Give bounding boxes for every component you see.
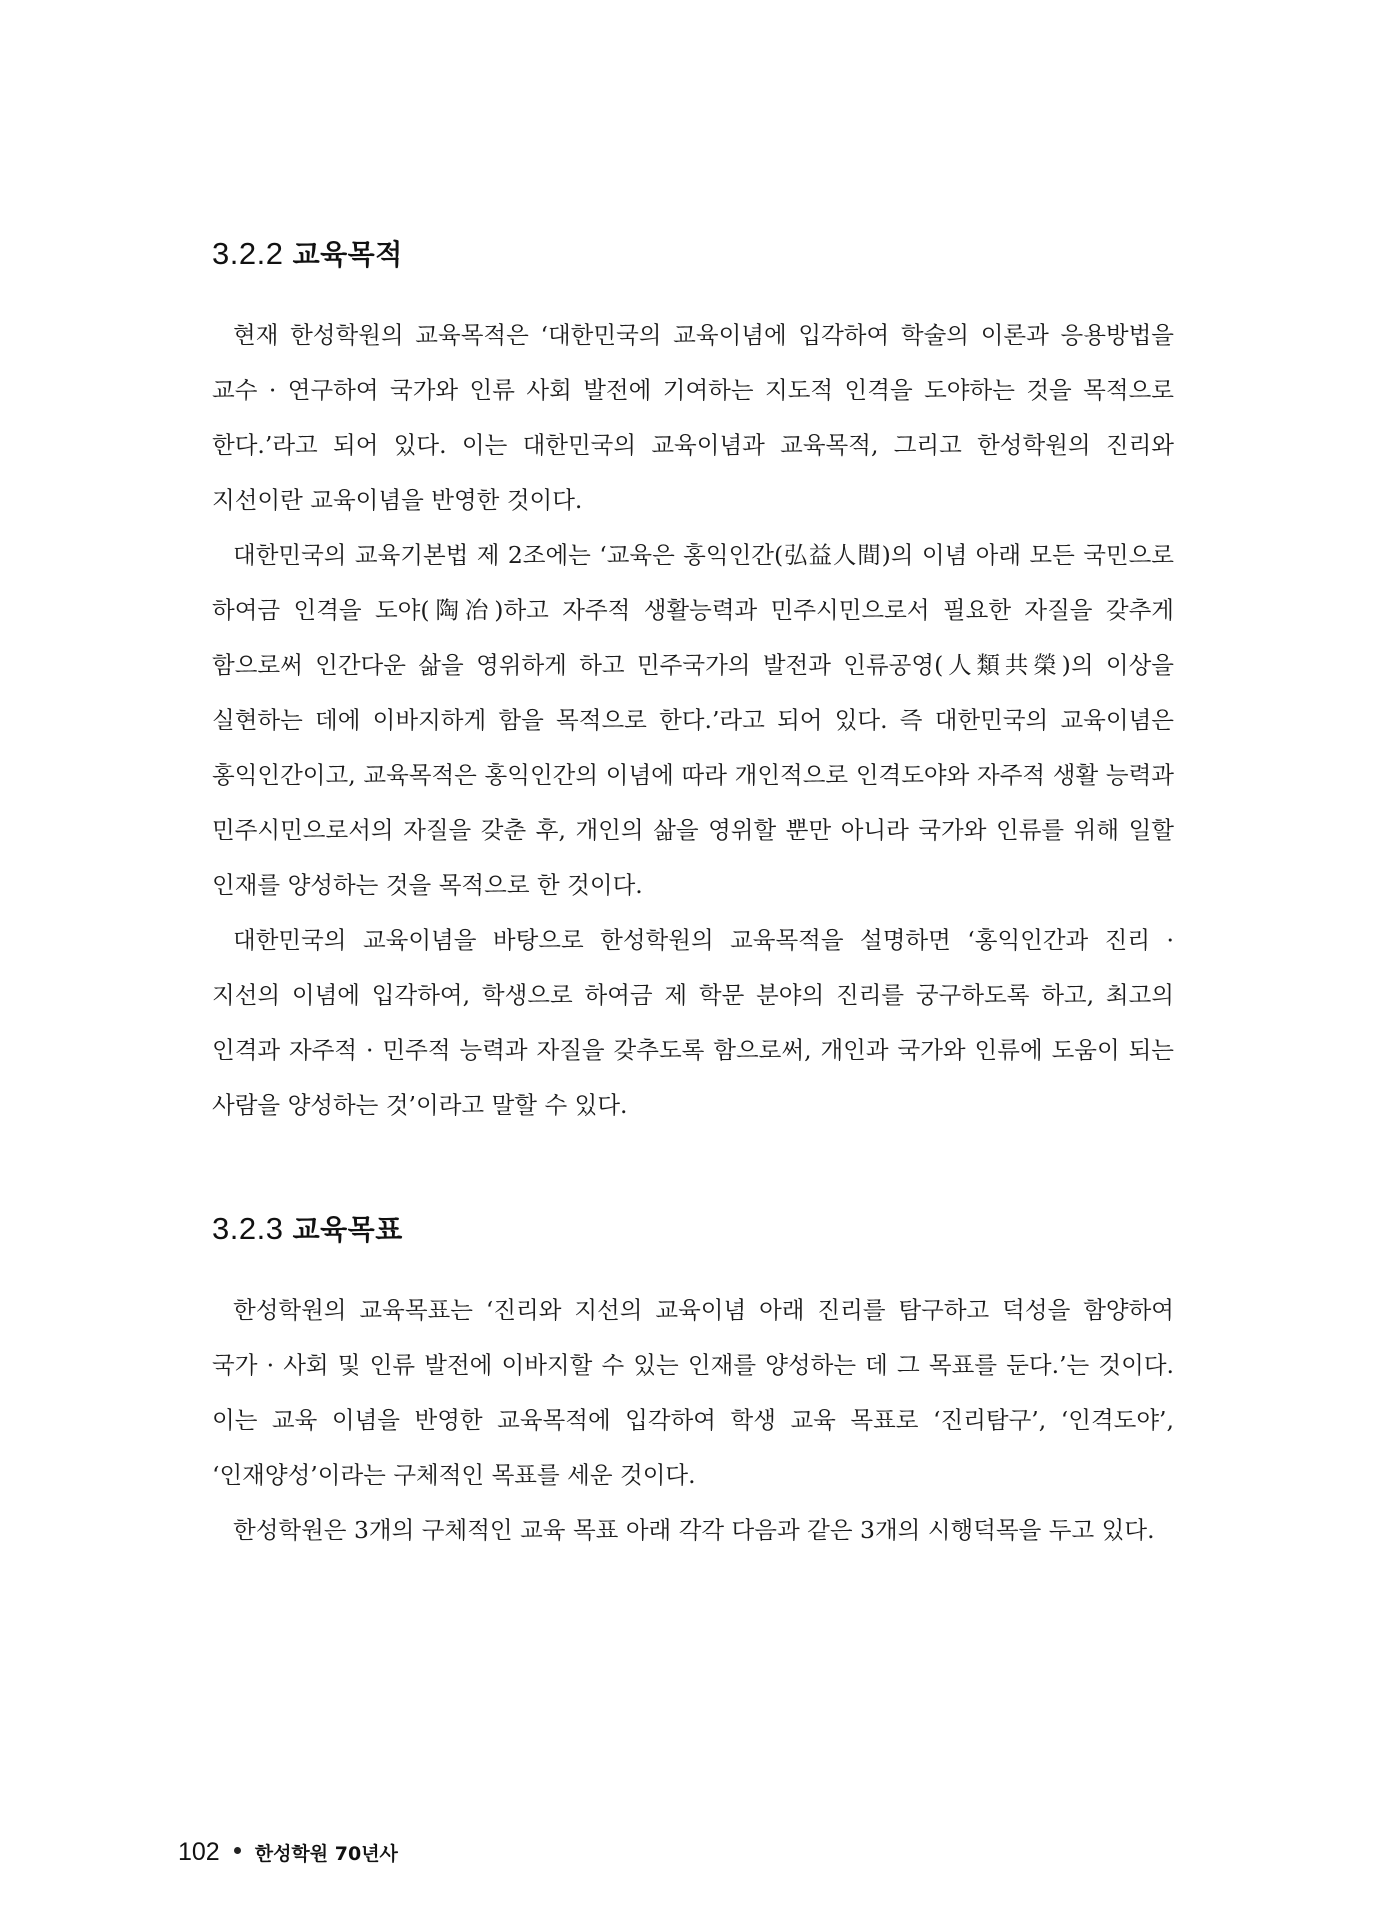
paragraph: 한성학원의 교육목표는 ‘진리와 지선의 교육이념 아래 진리를 탐구하고 덕성을 함양하여 국가 · 사회 및 인류 발전에 이바지할 수 있는 인재를 양성하는 데 그 목표를 둔다.’는 것이다. 이는 교육 이념을 반영한 교육목적에 입각하여 학생 교육 목표로 ‘진리탐구’, ‘인격도야’, ‘인재양성’이라는 구체적인 목표를 세운 것이다. [212,1296,1174,1489]
section-heading-3-2-3 [212,1208,403,1248]
section-heading-3-2-2 [212,233,403,273]
paragraph: 한성학원은 3개의 구체적인 교육 목표 아래 각각 다음과 같은 3개의 시행덕목을 두고 있다. [233,1516,1155,1544]
page-footer [178,1838,398,1867]
paragraph: 대한민국의 교육기본법 제 2조에는 ‘교육은 홍익인간(弘益人間)의 이념 아래 모든 국민으로 하여금 인격을 도야(陶冶)하고 자주적 생활능력과 민주시민으로서 필요한 자질을 갖추게 함으로써 인간다운 삶을 영위하게 하고 민주국가의 발전과 인류공영(人類共榮)의 이상을 실현하는 데에 이바지하게 함을 목적으로 한다.’라고 되어 있다. 즉 대한민국의 교육이념은 홍익인간이고, 교육목적은 홍익인간의 이념에 따라 개인적으로 인격도야와 자주적 생활 능력과 민주시민으로서의 자질을 갖춘 후, 개인의 삶을 영위할 뿐만 아니라 국가와 인류를 위해 일할 인재를 양성하는 것을 목적으로 한 것이다. [212,541,1174,899]
page-number: 102 [178,1838,220,1866]
section-number: 3.2.2 [212,236,284,271]
bullet-separator-icon [234,1847,241,1854]
book-title: 한성학원 70년사 [254,1843,398,1865]
section-body-3-2-2 [212,308,1174,1133]
section-title: 교육목적 [292,238,403,271]
paragraph: 대한민국의 교육이념을 바탕으로 한성학원의 교육목적을 설명하면 ‘홍익인간과 진리 · 지선의 이념에 입각하여, 학생으로 하여금 제 학문 분야의 진리를 궁구하도록 하고, 최고의 인격과 자주적 · 민주적 능력과 자질을 갖추도록 함으로써, 개인과 국가와 인류에 도움이 되는 사람을 양성하는 것’이라고 말할 수 있다. [212,926,1174,1119]
section-body-3-2-3 [212,1283,1174,1558]
paragraph: 현재 한성학원의 교육목적은 ‘대한민국의 교육이념에 입각하여 학술의 이론과 응용방법을 교수 · 연구하여 국가와 인류 사회 발전에 기여하는 지도적 인격을 도야하는 것을 목적으로 한다.’라고 되어 있다. 이는 대한민국의 교육이념과 교육목적, 그리고 한성학원의 진리와 지선이란 교육이념을 반영한 것이다. [212,321,1174,514]
section-number: 3.2.3 [212,1211,284,1246]
section-title: 교육목표 [292,1213,403,1246]
